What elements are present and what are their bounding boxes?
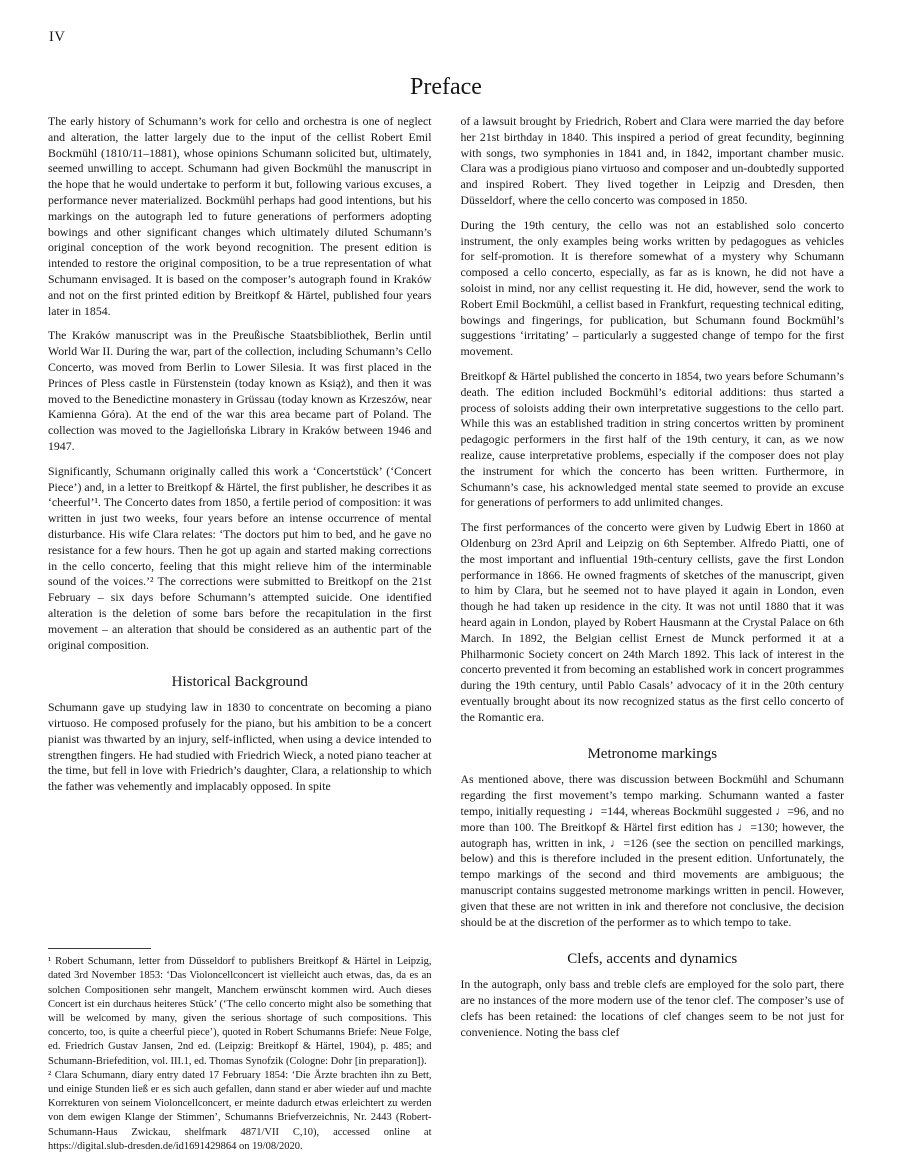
two-column-layout (48, 114, 844, 1160)
paragraph-first-performances: The first performances of the concerto were given by Ludwig Ebert in 1860 at Oldenburg on 23rd April and Leipzig on 6th September. Alfredo Piatti, one of the most important and influential 19th-century cellists, gave the first London performance in 1866. He owned fragments of sketches of the manuscript, given to him by Clara, but he seemed not to have played it again in London, even though he had taken up residence in the city. It was not until 1880 that it was heard again in London, played by Robert Hausmann at the Crystal Palace on 6th March. In 1892, the Belgian cellist Ernest de Munck performed it at a Philharmonic Society concert on 24th March 1892. This lack of interest in the concerto prevented it from becoming an established work in concert programmes during the 19th century, until Pablo Casals’ advocacy of it in the 20th century eventually brought about its now recognized status as the first cello concerto of the Romantic era. (460, 520, 844, 724)
paragraph-19th-century-cello: During the 19th century, the cello was not an established solo concerto instrument, the only examples being works written by pedagogues as vehicles for self-promotion. It is therefore somewhat of a mystery why Schumann composed a cello concerto, especially, as far as is known, he did not have a soloist in mind, nor any cellist requesting it. He did, however, send the work to Robert Emil Bockmühl, a cellist based in Frankfurt, requesting technical editing, bowings and fingerings, for publication, but Schumann found Bockmühl’s suggestions ‘irritating’ – particularly a suggested change of tempo for the first movement. (460, 217, 844, 359)
right-column (461, 114, 845, 1160)
paragraph-lawsuit-marriage: of a lawsuit brought by Friedrich, Robert and Clara were married the day before her 21st birthday in 1840. This inspired a period of great fecundity, beginning with songs, two symphonies in 1841 and, in 1842, important chamber music. Clara was a prodigious piano virtuoso and composer and un-doubtedly supported and inspired Robert. They lived together in Leipzig and Dresden, then Düsseldorf, where the cello concerto was composed in 1850. (460, 114, 844, 207)
footnote-rule (48, 948, 151, 949)
paragraph-metronome-markings: As mentioned above, there was discussion between Bockmühl and Schumann regarding the first movement’s tempo marking. Schumann wanted a faster tempo, initially requesting ♩=144, whereas Bockmühl suggested ♩=96, and no more than 100. The Breitkopf & Härtel first edition has ♩=130; however, the autograph has, written in ink, ♩=126 (see the section on pencilled markings, below) and this is therefore included in the present edition. Unfortunately, the tempo markings of the second and third movements are ambiguous; the manuscript contains suggested metronome markings written in pencil. However, given that these are not written in ink and therefore not conclusive, the decision should be at the discretion of the performer as to which tempo to take. (460, 772, 844, 929)
paragraph-concertstuck: Significantly, Schumann originally called this work a ‘Concertstück’ (‘Concert Piece’) and, in a letter to Breitkopf & Härtel, the first publisher, he describes it as ‘cheerful’¹. The Concerto dates from 1850, a fertile period of composition: it was written in just two weeks, four years before an intense occurrence of mental disturbance. His wife Clara relates: ‘The doctors put him to bed, and he gave no resistance for a few hours. Then he got up again and started making corrections in the cello concerto, feeling that this might relieve him of the interminable sound of the voices.’² The corrections were submitted to Breitkopf on the 21st February – six days before Schumann’s attempted suicide. One identified alteration is the deletion of some bars before the recapitulation in the first movement – an alteration that should be considered as an authentic part of the original composition. (48, 463, 432, 652)
paragraph-breitkopf-edition: Breitkopf & Härtel published the concerto in 1854, two years before Schumann’s death. The edition included Bockmühl’s editorial additions: thus started a process of soloists adding their own interpretative suggestions to the cello part. While this was an established tradition in string concertos written by prominent pedagogic performers in the first half of the 19th century, it can, as we now realize, cause interpretative problems, especially if the composer does not play the instrument for which the concerto has been written. Furthermore, in Schumann’s case, his acknowledged mental state seemed to provide an excuse for generations of performers to add unlimited changes. (460, 368, 844, 510)
heading-historical-background: Historical Background (171, 674, 308, 691)
paragraph-early-history: The early history of Schumann’s work for cello and orchestra is one of neglect and alteration, the latter largely due to the input of the cellist Robert Emil Bockmühl (1810/11–1881), whose opinions Schumann solicited but, ultimately, seemed unwilling to accept. Schumann had given Bockmühl the manuscript in the hope that he would undertake to perform it but, following various excuses, a performance never materialized. Bockmühl perhaps had good intentions, but his markings on the autograph led to future generations of performers adopting bowings and other significant changes which ultimately diluted Schumann’s original conception of the work beyond recognition. The present edition is intended to restore the original composition, to be a true representation of what Schumann envisaged. It is based on the composer’s autograph found in Kraków and not on the first printed edition by Breitkopf & Härtel, published four years later in 1854. (48, 114, 432, 318)
footnote-1: ¹ Robert Schumann, letter from Düsseldorf to publishers Breitkopf & Härtel in Leipzig, dated 3rd November 1853: ‘Das Violoncellconcert ist vielleicht auch etwas, das, da es an solchen Compositionen sehr mangelt, Manchem erwünscht kommen wird. Auch dieses Concert ist ein durchaus heiteres Stück’ (‘The cello concerto might also be something that will be welcomed by many, given the serious shortage of such compositions. This concerto, too, is quite a cheerful piece’), quoted in Robert Schumanns Briefe: Neue Folge, ed. Friedrich Gustav Jansen, 2nd ed. (Leipzig: Breitkopf & Härtel, 1904), p. 485; and Schumann-Briefedition, vol. III.1, ed. Thomas Synofzik (Cologne: Dohr [in preparation]). (48, 956, 432, 1067)
paragraph-clefs: In the autograph, only bass and treble clefs are employed for the solo part, there are no instances of the more modern use of the tenor clef. The composer’s use of clefs has been retained: the locations of clef changes seem to be not just for convenience. Noting the bass clef (460, 977, 844, 1039)
left-column (48, 114, 432, 1160)
page-number: IV (49, 29, 66, 45)
paragraph-krakow-manuscript: The Kraków manuscript was in the Preußische Staatsbibliothek, Berlin until World War II. During the war, part of the collection, including Schumann’s Cello Concerto, was moved from Berlin to Lower Silesia. It was first placed in the Princes of Pless castle in Fürstenstein (today known as Książ), and then it was moved to the Benedictine monastery in Grüssau (today known as Krzeszów, near Kamienna Góra). At the end of the war this area became part of Poland. The collection was moved to the Jagiellońska Library in Kraków between 1946 and 1947. (48, 328, 432, 453)
page-title: Preface (410, 74, 482, 100)
heading-clefs-accents-dynamics: Clefs, accents and dynamics (567, 951, 738, 968)
paragraph-historical-background: Schumann gave up studying law in 1830 to concentrate on becoming a piano virtuoso. He composed profusely for the piano, but his ambition to be a concert pianist was thwarted by an injury, self-inflicted, when using a device intended to strengthen fingers. He had studied with Friedrich Wieck, a noted piano teacher at the time, but fell in love with Friedrich’s daughter, Clara, a relationship to which the father was vehemently and implacably opposed. In spite (48, 700, 432, 794)
heading-metronome-markings: Metronome markings (587, 746, 718, 763)
footnote-2: ² Clara Schumann, diary entry dated 17 February 1854: ‘Die Ärzte brachten ihn zu Bett, und einige Stunden ließ er es sich auch gefallen, dann stand er aber wieder auf und machte Korrekturen von seinem Violoncellconcert, er meinte dadurch etwas erleichtert zu werden von dem ewigen Klange der Stimmen’, Schumanns Briefverzeichnis, Nr. 2443 (Robert-Schumann-Haus Zwickau, shelfmark 4871/VII C,10), accessed online at https://digital.slub-dresden.de/id1691429864 on 19/08/2020. (48, 1069, 432, 1152)
footnotes-section (48, 948, 432, 1160)
